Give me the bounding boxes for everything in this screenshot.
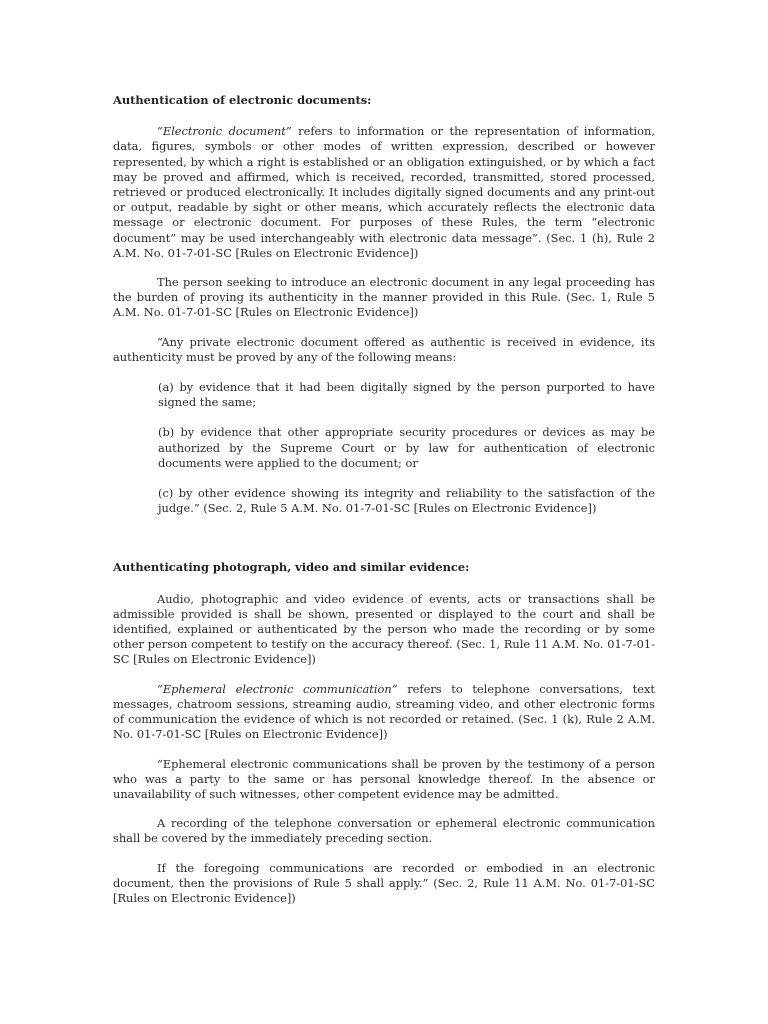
paragraph-text: refers to information or the representation of information, data, figures, symbols or other modes of written expression, described or however represented, by which a right is established or an obligation extinguished, or by which a fact may be proved and affirmed, which is received, recorded, transmitted, stored processed, retrieved or produced electronically. It includes digitally signed documents and any print-out or output, readable by sight or other means, which accurately reflects the electronic data message or electronic document. For purposes of these Rules, the term “electronic document” may be used interchangeably with electronic data message”. (Sec. 1 (h), Rule 2 A.M. No. 01-7-01-SC [Rules on Electronic Evidence]) — [113, 124, 655, 260]
section-heading-photograph-video: Authenticating photograph, video and similar evidence: — [113, 560, 470, 575]
list-item-c: (c) by other evidence showing its integrity and reliability to the satisfaction of the judge.” (Sec. 2, Rule 5 A.M. No. 01-7-01-SC [Rules on Electronic Evidence]) — [158, 486, 655, 516]
paragraph-ephemeral-proof: “Ephemeral electronic communications shall be proven by the testimony of a person who was a party to the same or has personal knowledge thereof. In the absence or unavailability of such witnesses, other competent evidence may be admitted. — [113, 756, 655, 801]
defined-term: “Ephemeral electronic communication” — [157, 681, 398, 696]
paragraph-recorded-communications: If the foregoing communications are recorded or embodied in an electronic document, then the provisions of Rule 5 shall apply.” (Sec. 2, Rule 11 A.M. No. 01-7-01-SC [Rules on Electronic Evidence]) — [113, 860, 655, 905]
defined-term: “Electronic document” — [157, 124, 292, 139]
paragraph-private-document-authenticity: “Any private electronic document offered as authentic is received in evidence, its authenticity must be proved by any of the following means: — [113, 334, 655, 364]
paragraph-ephemeral-communication-definition — [113, 682, 655, 743]
paragraph-text: refers to telephone conversations, text messages, chatroom sessions, streaming audio, streaming video, and other electronic forms of communication the evidence of which is not recorded or retained. (Sec. 1 (k), Rule 2 A.M. No. 01-7-01-SC [Rules on Electronic Evidence]) — [113, 681, 655, 742]
list-item-b: (b) by evidence that other appropriate security procedures or devices as may be authorized by the Supreme Court or by law for authentication of electronic documents were applied to the document; or — [158, 425, 655, 470]
paragraph-telephone-recording: A recording of the telephone conversation or ephemeral electronic communication shall be covered by the immediately preceding section. — [113, 816, 655, 846]
paragraph-burden-of-proof: The person seeking to introduce an electronic document in any legal proceeding has the burden of proving its authenticity in the manner provided in this Rule. (Sec. 1, Rule 5 A.M. No. 01-7-01-SC [Rules on Electronic Evidence]) — [113, 275, 655, 320]
section-heading-authentication: Authentication of electronic documents: — [113, 93, 372, 107]
paragraph-audio-photographic-evidence: Audio, photographic and video evidence of events, acts or transactions shall be admissible provided is shall be shown, presented or displayed to the court and shall be identified, explained or authenticated by the person who made the recording or by some other person competent to testify on the accuracy thereof. (Sec. 1, Rule 11 A.M. No. 01-7-01-SC [Rules on Electronic Evidence]) — [113, 591, 655, 667]
document-page — [113, 93, 655, 906]
list-item-a: (a) by evidence that it had been digitally signed by the person purported to have signed the same; — [158, 380, 655, 410]
paragraph-electronic-document-definition — [113, 124, 655, 261]
